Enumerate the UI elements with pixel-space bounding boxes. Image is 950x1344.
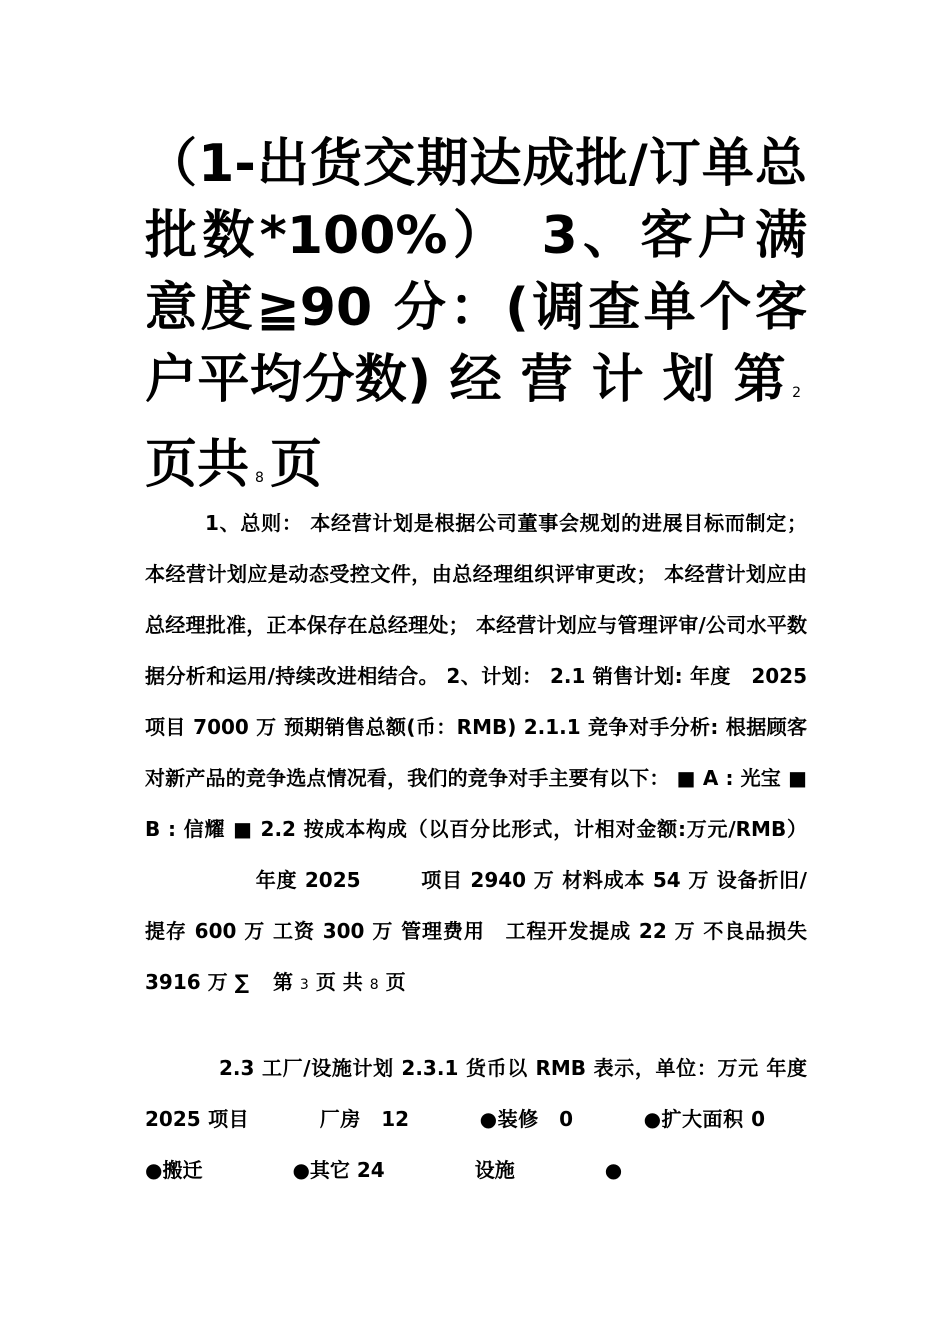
heading-page-suffix: 页: [269, 435, 322, 495]
section1-year: 年度 2025: [255, 868, 361, 892]
footer-page-suffix: 页: [385, 970, 406, 994]
footer-page-mid: 页 共: [315, 970, 363, 994]
facility-item-renovation: ●装修 0: [479, 1107, 574, 1131]
section2-intro: 2.3 工厂/设施计划 2.3.1 货币以 RMB 表示，单位：万元 年度 2025 项目: [145, 1056, 827, 1131]
facility-item-relocation: ●搬迁: [145, 1158, 203, 1182]
footer-page-total: 8: [369, 977, 379, 993]
facility-item-expansion: ●扩大面积 0: [643, 1107, 765, 1131]
footer-page-current: 3: [299, 977, 309, 993]
heading-page-of: 页共: [145, 435, 250, 495]
facility-item-other: ●其它 24: [292, 1158, 385, 1182]
heading-text: （1-出货交期达成批/订单总批数*100%） 3、客户满意度≧90 分：(调查单个客户平均分数) 经 营 计 划 第: [145, 134, 807, 410]
facility-item-facilities: 设施: [474, 1158, 515, 1182]
section1-cost-items: 项目 2940 万 材料成本 54 万 设备折旧/提存 600 万 工资 300 万 管理费用 工程开发提成 22 万 不良品损失 3916 万 ∑: [145, 868, 807, 994]
section1-text-a: 1、总则： 本经营计划是根据公司董事会规划的进展目标而制定； 本经营计划应是动态受控文件，由总经理组织评审更改； 本经营计划应由总经理批准，正本保存在总经理处； 本经营计划应与管理评审/公司水平数据分析和运用/持续改进相结合。 2、计划： 2.1 销售计划: 年度 2025 项目 7000 万 预期销售总额(币：RMB) 2.1.1 竞争对手分析: 根据顾客对新产品的竞争选点情况看，我们的竞争对手主要有以下： ■ A : 光宝 ■ B : 信耀 ■ 2.2 按成本构成（以百分比形式，计相对金额:万元/RMB）: [145, 511, 807, 841]
section-facility-plan: [145, 1043, 827, 1196]
facility-bullet: ●: [604, 1158, 623, 1182]
page-heading: [145, 128, 807, 514]
section-general-and-plan: [145, 498, 807, 1011]
facility-item-building: 厂房 12: [319, 1107, 410, 1131]
footer-page-prefix: 第: [272, 970, 293, 994]
page-number-total: 8: [255, 470, 264, 486]
page-number-current: 2: [792, 385, 801, 401]
